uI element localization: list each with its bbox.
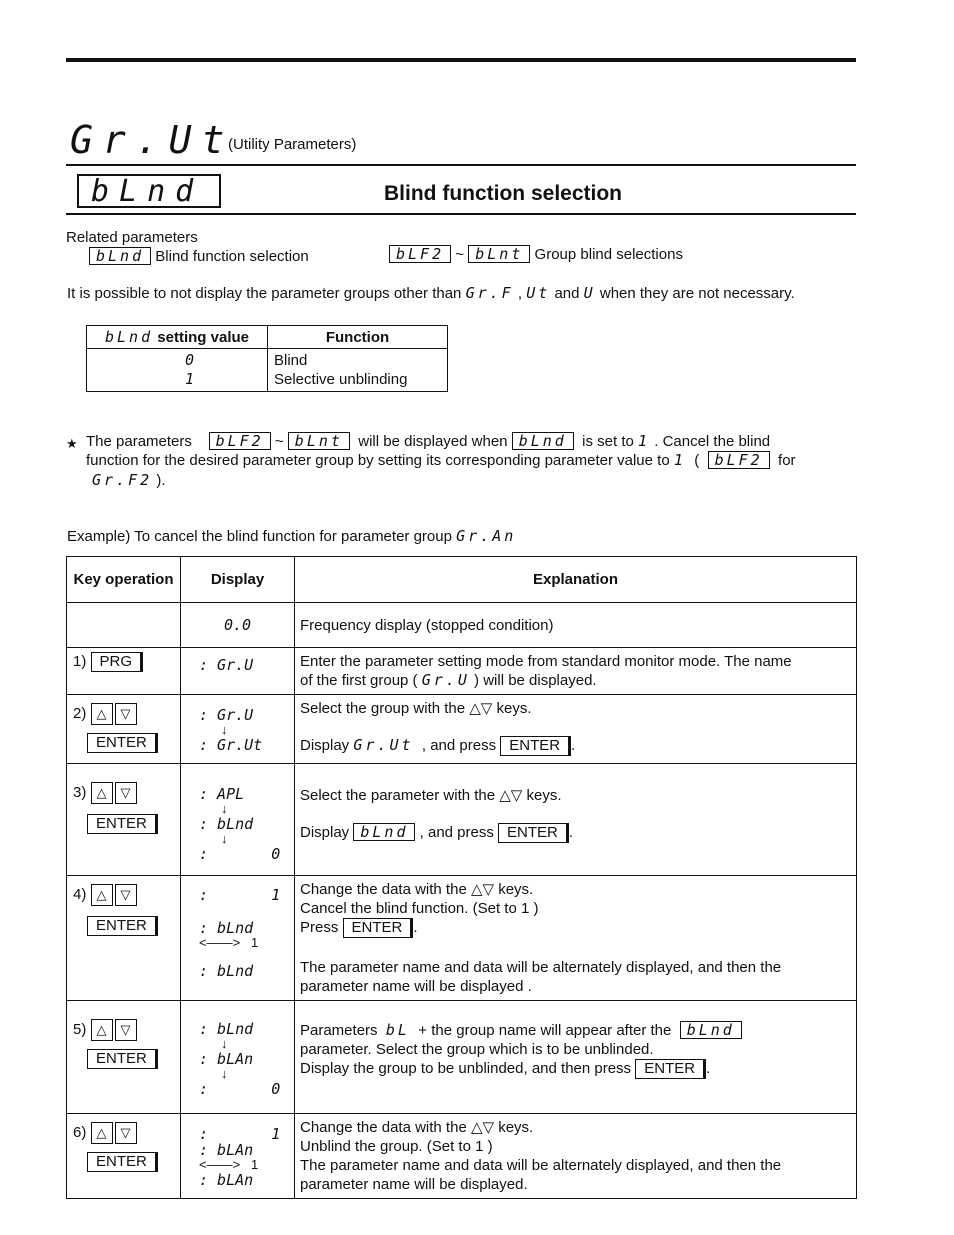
display-value: : Gr.U [199,706,254,724]
explanation-line [300,736,851,756]
table-row [67,603,857,648]
explanation-line: Change the data with the △▽ keys. [300,1119,534,1136]
related-tilde: ~ [455,246,465,263]
display-cell [181,876,295,1001]
display-value: : bLAn [199,1141,254,1159]
down-arrow-icon: ↓ [221,831,228,846]
note-l3-code: Gr.F2 [92,471,153,489]
related-p2-from: bLF2 [389,245,451,263]
note-l1d: . Cancel the blind [654,433,771,450]
example-text: Example) To cancel the blind function for parameter group [67,528,452,545]
header-explanation: Explanation [295,557,857,603]
explanation-text: Display [300,824,350,841]
explanation-line: Cancel the blind function. (Set to 1 ) [300,900,539,917]
enter-key[interactable]: ENTER [87,1049,158,1069]
down-arrow-key[interactable]: ▽ [115,782,137,804]
table-row [67,764,857,876]
explanation-line: Select the group with the △▽ keys. [300,700,532,717]
explanation-text: Press [300,919,339,936]
display-value: : 0 [199,845,281,863]
up-arrow-key[interactable]: △ [91,1122,113,1144]
related-p1-code: bLnd [89,247,151,265]
table-row [67,695,857,764]
param-code-box: bLnd [77,174,221,208]
settings-function-1: Selective unblinding [274,371,408,388]
display-value: : Gr.Ut [199,736,263,754]
explanation-line: Change the data with the △▽ keys. [300,881,534,898]
up-arrow-key[interactable]: △ [91,703,113,725]
group-code: Gr.Ut [70,118,235,162]
explanation-line: Enter the parameter setting mode from standard monitor mode. The name [300,653,792,670]
down-arrow-key[interactable]: ▽ [115,884,137,906]
enter-key[interactable]: ENTER [87,733,158,753]
settings-value-1: 1 [184,370,197,388]
enter-key-inline: ENTER [635,1059,706,1079]
display-value: : 1 [199,886,281,904]
up-arrow-key[interactable]: △ [91,782,113,804]
explanation-cell: Frequency display (stopped condition) [295,603,857,648]
note-l1-tilde: ~ [274,433,284,450]
explanation-line: Select the parameter with the △▽ keys. [300,787,562,804]
step-number: 3) [73,784,87,801]
note-l3b: ). [156,472,166,489]
display-cell [181,603,295,648]
display-value: : bLnd [199,815,254,833]
step-number: 4) [73,886,87,903]
alternate-arrow-icon: <——> 1 [199,935,259,950]
down-arrow-icon: ↓ [221,1066,228,1081]
note-l1a: The parameters [86,433,192,450]
explanation-text: . [568,824,574,841]
down-arrow-icon: ↓ [221,1036,228,1051]
explanation-line [300,823,851,843]
display-value: : bLnd [199,919,254,937]
note-l1c: is set to [582,433,634,450]
display-value: : bLAn [199,1171,254,1189]
table-row [67,1001,857,1114]
explanation-text: , and press [421,737,497,754]
related-heading: Related parameters [66,229,198,246]
intro-post: when they are not necessary. [599,285,795,302]
key-cell [67,876,181,1001]
related-line-1 [89,247,309,265]
settings-table [86,325,448,392]
explanation-line: The parameter name and data will be alternately displayed, and then the [300,959,782,976]
down-arrow-key[interactable]: ▽ [115,703,137,725]
settings-header-value [87,326,268,349]
down-arrow-key[interactable]: ▽ [115,1019,137,1041]
explanation-line: parameter name will be displayed. [300,1176,528,1193]
step-number: 6) [73,1124,87,1141]
note-l2-paren: ( [694,452,700,469]
note-l1-code3: bLnd [512,432,574,450]
procedure-table [66,556,857,1199]
explanation-text: ) will be displayed. [474,672,597,689]
enter-key-inline: ENTER [498,823,569,843]
prg-key[interactable]: PRG [91,652,144,672]
display-value: : bLAn [199,1050,254,1068]
explanation-cell [295,1114,857,1199]
key-cell [67,1001,181,1114]
alternate-arrow-icon: <——> 1 [199,1157,259,1172]
note-line-3 [92,471,166,489]
display-value: : 1 [199,1125,281,1143]
up-arrow-key[interactable]: △ [91,1019,113,1041]
explanation-text: Display the group to be unblinded, and then press [300,1060,632,1077]
param-title: Blind function selection [384,182,623,205]
explanation-text: . [706,1060,711,1077]
key-cell [67,1114,181,1199]
note-l2-code: bLF2 [708,451,770,469]
up-arrow-key[interactable]: △ [91,884,113,906]
note-l2-val: 1 [673,451,686,469]
explanation-text: of the first group ( [300,672,418,689]
explanation-cell [295,695,857,764]
down-arrow-icon: ↓ [221,801,228,816]
explanation-cell [295,648,857,695]
key-cell [67,764,181,876]
explanation-line [300,918,851,938]
enter-key-inline: ENTER [500,736,571,756]
related-p2-to: bLnt [468,245,530,263]
explanation-code: Gr.U [421,671,470,689]
note-l1-val: 1 [638,432,651,450]
key-cell [67,603,181,648]
settings-value-0: 0 [184,351,197,369]
explanation-code: Gr.Ut [353,736,414,754]
intro-text [67,284,795,302]
explanation-cell [295,876,857,1001]
explanation-line [300,1059,851,1079]
display-cell [181,1114,295,1199]
note-l2a: function for the desired parameter group by setting its corresponding parameter value to [86,452,670,469]
display-cell [181,695,295,764]
step-number: 1) [73,653,87,670]
note-line-2 [86,451,796,469]
header-display: Display [181,557,295,603]
display-cell [181,648,295,695]
explanation-text: , and press [419,824,494,841]
display-value: 0.0 [223,615,252,634]
explanation-code: bLnd [353,823,415,841]
settings-header-function: Function [268,326,448,349]
note-l2b: for [778,452,796,469]
explanation-line: The parameter name and data will be alternately displayed, and then the [300,1157,782,1174]
intro-code-3: U [583,284,596,302]
table-row [67,876,857,1001]
intro-comma: , [517,285,523,302]
explanation-text: Parameters [300,1022,378,1039]
display-value: : APL [199,785,245,803]
table-row [67,648,857,695]
explanation-text: + the group name will appear after the [418,1022,672,1039]
intro-code-2: Ut [526,284,551,302]
group-label: (Utility Parameters) [228,136,357,153]
note-line-1 [86,432,770,450]
table-row [67,1114,857,1199]
display-value: : bLnd [199,962,254,980]
settings-values [87,349,268,392]
intro-pre: It is possible to not display the parameter groups other than [67,285,462,302]
display-value: : bLnd [199,1020,254,1038]
down-arrow-icon: ↓ [221,722,228,737]
explanation-text: Display [300,737,350,754]
top-rule [66,58,856,62]
down-arrow-key[interactable]: ▽ [115,1122,137,1144]
settings-function-0: Blind [274,352,308,369]
key-cell [67,695,181,764]
param-rule [66,213,856,215]
enter-key[interactable]: ENTER [87,916,158,936]
step-number: 2) [73,705,87,722]
header-key: Key operation [67,557,181,603]
example-line [67,527,516,545]
note-l1-code2: bLnt [288,432,350,450]
key-cell [67,648,181,695]
explanation-code: bL [385,1021,410,1039]
display-cell [181,1001,295,1114]
explanation-text: . [413,919,418,936]
enter-key-inline: ENTER [343,918,414,938]
display-cell [181,764,295,876]
settings-header-label: setting value [157,329,249,346]
explanation-line: parameter name will be displayed . [300,978,532,995]
example-code: Gr.An [456,527,517,545]
intro-code-1: Gr.F [465,284,514,302]
display-value: : 0 [199,1080,281,1098]
related-p1-label: Blind function selection [155,248,309,265]
explanation-code: bLnd [680,1021,742,1039]
explanation-line: Unblind the group. (Set to 1 ) [300,1138,493,1155]
explanation-cell [295,764,857,876]
enter-key[interactable]: ENTER [87,814,158,834]
explanation-text: . [571,737,576,754]
intro-and: and [554,285,580,302]
explanation-cell [295,1001,857,1114]
note-star: ★ [66,436,78,451]
group-rule [66,164,856,166]
related-p2-label: Group blind selections [534,246,683,263]
note-l1b: will be displayed when [358,433,508,450]
explanation-line [300,1021,851,1040]
step-number: 5) [73,1021,87,1038]
related-line-2 [389,245,683,263]
note-l1-code1: bLF2 [209,432,271,450]
enter-key[interactable]: ENTER [87,1152,158,1172]
settings-header-code: bLnd [105,328,154,346]
explanation-line [300,671,851,690]
explanation-line: parameter. Select the group which is to be unblinded. [300,1041,654,1058]
display-value: : Gr.U [199,656,254,674]
settings-functions [268,349,448,392]
